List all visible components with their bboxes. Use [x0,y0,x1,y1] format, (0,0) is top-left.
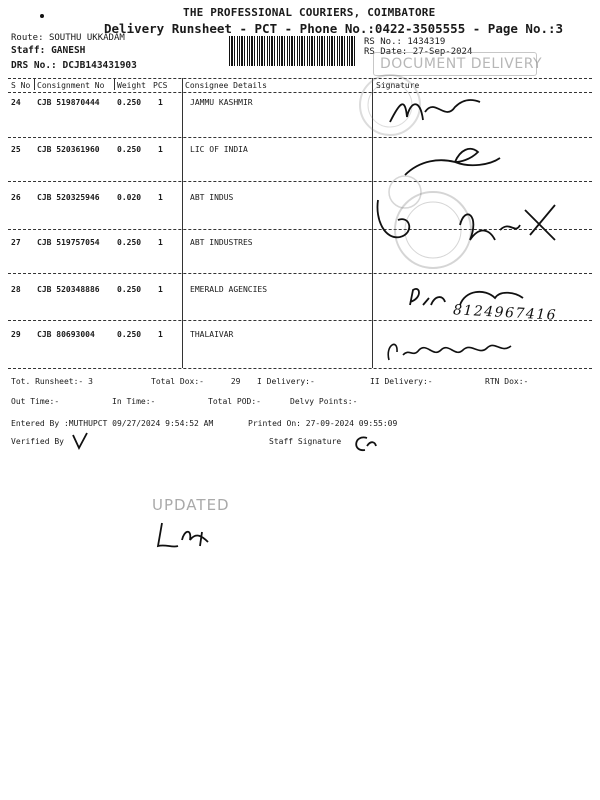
consignee-column-divider [182,78,183,368]
row-consignee: LIC OF INDIA [190,145,248,154]
rs-date-value: 27-Sep-2024 [412,47,473,57]
table-top-rule [8,78,592,79]
col-header-signature: Signature [376,81,420,90]
row-separator [8,273,592,274]
delvy-points: Delvy Points:- [290,397,358,406]
speck [40,14,44,18]
rs-no-label: RS No.: [364,37,402,47]
row-consignment: CJB 520325946 [37,193,100,202]
table-header-rule [8,92,592,93]
total-dox-label: Total Dox:- [151,377,204,386]
total-dox-line [151,377,240,386]
row-sno: 25 [11,145,21,154]
barcode [229,36,356,66]
drs-value: DCJB143431903 [62,60,137,71]
verified-by-signature [70,430,90,452]
row-pcs: 1 [158,238,163,247]
signature-row-25 [400,140,510,180]
updated-stamp: UPDATED [152,496,230,514]
in-time: In Time:- [112,397,156,406]
row-weight: 0.250 [117,285,142,294]
signature-row-26-27 [370,185,570,255]
col-header-sno: S No [11,81,31,90]
route-label: Route: [11,33,44,43]
row-consignment: CJB 520361960 [37,145,100,154]
i-delivery: I Delivery:- [257,377,315,386]
weight-column-divider [114,78,115,90]
row-consignment: CJB 520348886 [37,285,100,294]
row-consignee: ABT INDUSTRES [190,238,253,247]
row-sno: 26 [11,193,21,202]
row-consignee: THALAIVAR [190,330,234,339]
out-time: Out Time:- [11,397,60,406]
row-consignment: CJB 519757054 [37,238,100,247]
row-consignee: JAMMU KASHMIR [190,98,253,107]
col-header-weight: Weight [117,81,146,90]
row-weight: 0.020 [117,193,142,202]
document-delivery-stamp: DOCUMENT DELIVERY [380,56,543,72]
staff-signature [349,432,379,456]
row-weight: 0.250 [117,330,142,339]
signature-row-24 [385,92,485,132]
row-pcs: 1 [158,145,163,154]
drs-label: DRS No.: [11,60,57,71]
row-consignment: CJB 519870444 [37,98,100,107]
rs-date-label: RS Date: [364,47,408,57]
signature-row-29 [383,330,523,370]
row-separator [8,181,592,182]
row-consignee: EMERALD AGENCIES [190,285,268,294]
staff-line [11,45,85,56]
row-pcs: 1 [158,193,163,202]
row-consignee: ABT INDUS [190,193,234,202]
row-consignment: CJB 80693004 [37,330,95,339]
verified-by-label: Verified By [11,437,64,446]
row-pcs: 1 [158,98,163,107]
row-weight: 0.250 [117,98,142,107]
total-dox-value: 29 [230,377,241,386]
updated-signature [152,518,222,558]
row-pcs: 1 [158,285,163,294]
drs-line [11,60,137,71]
staff-value: GANESH [51,45,86,56]
row-sno: 27 [11,238,21,247]
staff-label: Staff: [11,45,46,56]
runsheet-title: Delivery Runsheet - PCT - Phone No.:0422-3505555 - Page No.:3 [104,21,564,36]
rtn-dox: RTN Dox:- [485,377,529,386]
row-sno: 24 [11,98,21,107]
entered-by: Entered By :MUTHUPCT 09/27/2024 9:54:52 AM [11,419,214,428]
row-sno: 29 [11,330,21,339]
ii-delivery: II Delivery:- [370,377,433,386]
row-weight: 0.250 [117,238,142,247]
total-runsheet: Tot. Runsheet:- 3 [11,377,93,386]
route-line [11,33,125,43]
company-name: THE PROFESSIONAL COURIERS, COIMBATORE [183,6,436,19]
printed-on: Printed On: 27-09-2024 09:55:09 [248,419,398,428]
row-weight: 0.250 [117,145,142,154]
rs-no-line [364,37,445,47]
total-pod: Total POD:- [208,397,261,406]
row-pcs: 1 [158,330,163,339]
col-header-consignee: Consignee Details [185,81,267,90]
rs-no-value: 1434319 [407,37,446,47]
consignment-column-divider [34,78,35,90]
staff-signature-label: Staff Signature [269,437,342,446]
route-value: SOUTHU UKKADAM [48,33,125,43]
row-separator [8,137,592,138]
row-sno: 28 [11,285,21,294]
col-header-consignment: Consignment No [37,81,105,90]
handwritten-phone: 8124967416 [452,302,558,324]
col-header-pcs: PCS [153,81,168,90]
